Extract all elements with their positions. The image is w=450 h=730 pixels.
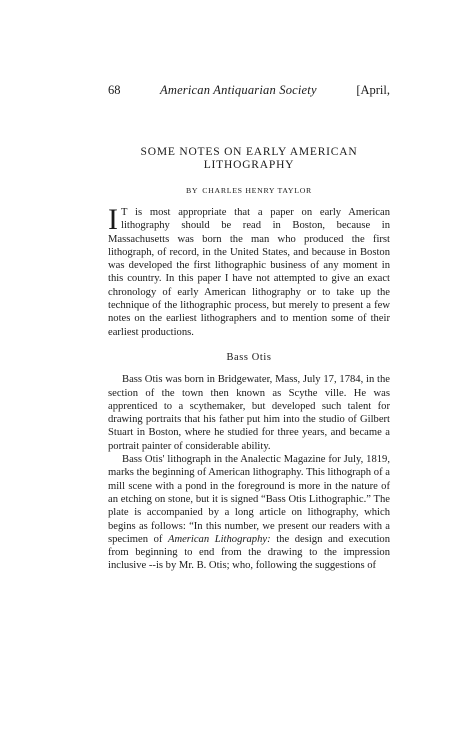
- intro-paragraph: [108, 203, 390, 339]
- section-heading: Bass Otis: [226, 351, 272, 363]
- issue-month: [April,: [356, 83, 390, 97]
- byline-by: BY: [186, 186, 199, 195]
- page-number: 68: [108, 83, 121, 97]
- article-title-line-1: SOME NOTES ON EARLY AMERICAN: [140, 146, 358, 158]
- section-paragraph-1: Bass Otis was born in Bridgewater, Mass, July 17, 1784, in the section of the town then known as Scythe ville. He was apprenticed to a scythemaker, but developed such talent for drawing portraits that his father put him into the studio of Gilbert Stuart in Boston, where he studied for three years, and became a portrait painter of considerable ability.: [108, 374, 390, 452]
- running-head: [108, 83, 390, 99]
- journal-name: American Antiquarian Society: [160, 83, 317, 97]
- paragraph-2-italic-phrase: American Lithography:: [167, 533, 271, 545]
- intro-text: T is most appropriate that a paper on early American lithography should be read in Boston, because in Massachusetts was born the man who produced the first lithograph, of record, in the United States, and because in Boston was developed the first lithographic business of any moment in this country. In this paper I have not attempted to give an exact chronology of early American lithography or to take up the technique of the lithographic process, but merely to present a few notes on the earliest lithographers and to mention some of their earliest productions.: [108, 207, 390, 338]
- paragraph-2-text-end: the design and execution from beginning to end from the drawing to the impression inclusive --is by Mr. B. Otis; who, following the suggestions of: [108, 533, 390, 572]
- author-name: CHARLES HENRY TAYLOR: [202, 186, 312, 195]
- paragraph-2-text-start: Bass Otis' lithograph in the Analectic Magazine for July, 1819, marks the beginning of American lithography. This lithograph of a mill scene with a pond in the foreground is more in the nature of an etching on stone, but it is signed “Bass Otis Lithographic.” The plate is accompanied by a long article on lithography, which begins as follows: “In this number, we present our readers with a specimen of: [108, 454, 390, 545]
- byline: [108, 186, 390, 195]
- article-body: [108, 203, 390, 573]
- article-title-line-2: LITHOGRAPHY: [203, 159, 295, 171]
- article-title: [108, 146, 390, 172]
- section-paragraph-2: [108, 453, 390, 573]
- drop-cap: I: [108, 203, 118, 236]
